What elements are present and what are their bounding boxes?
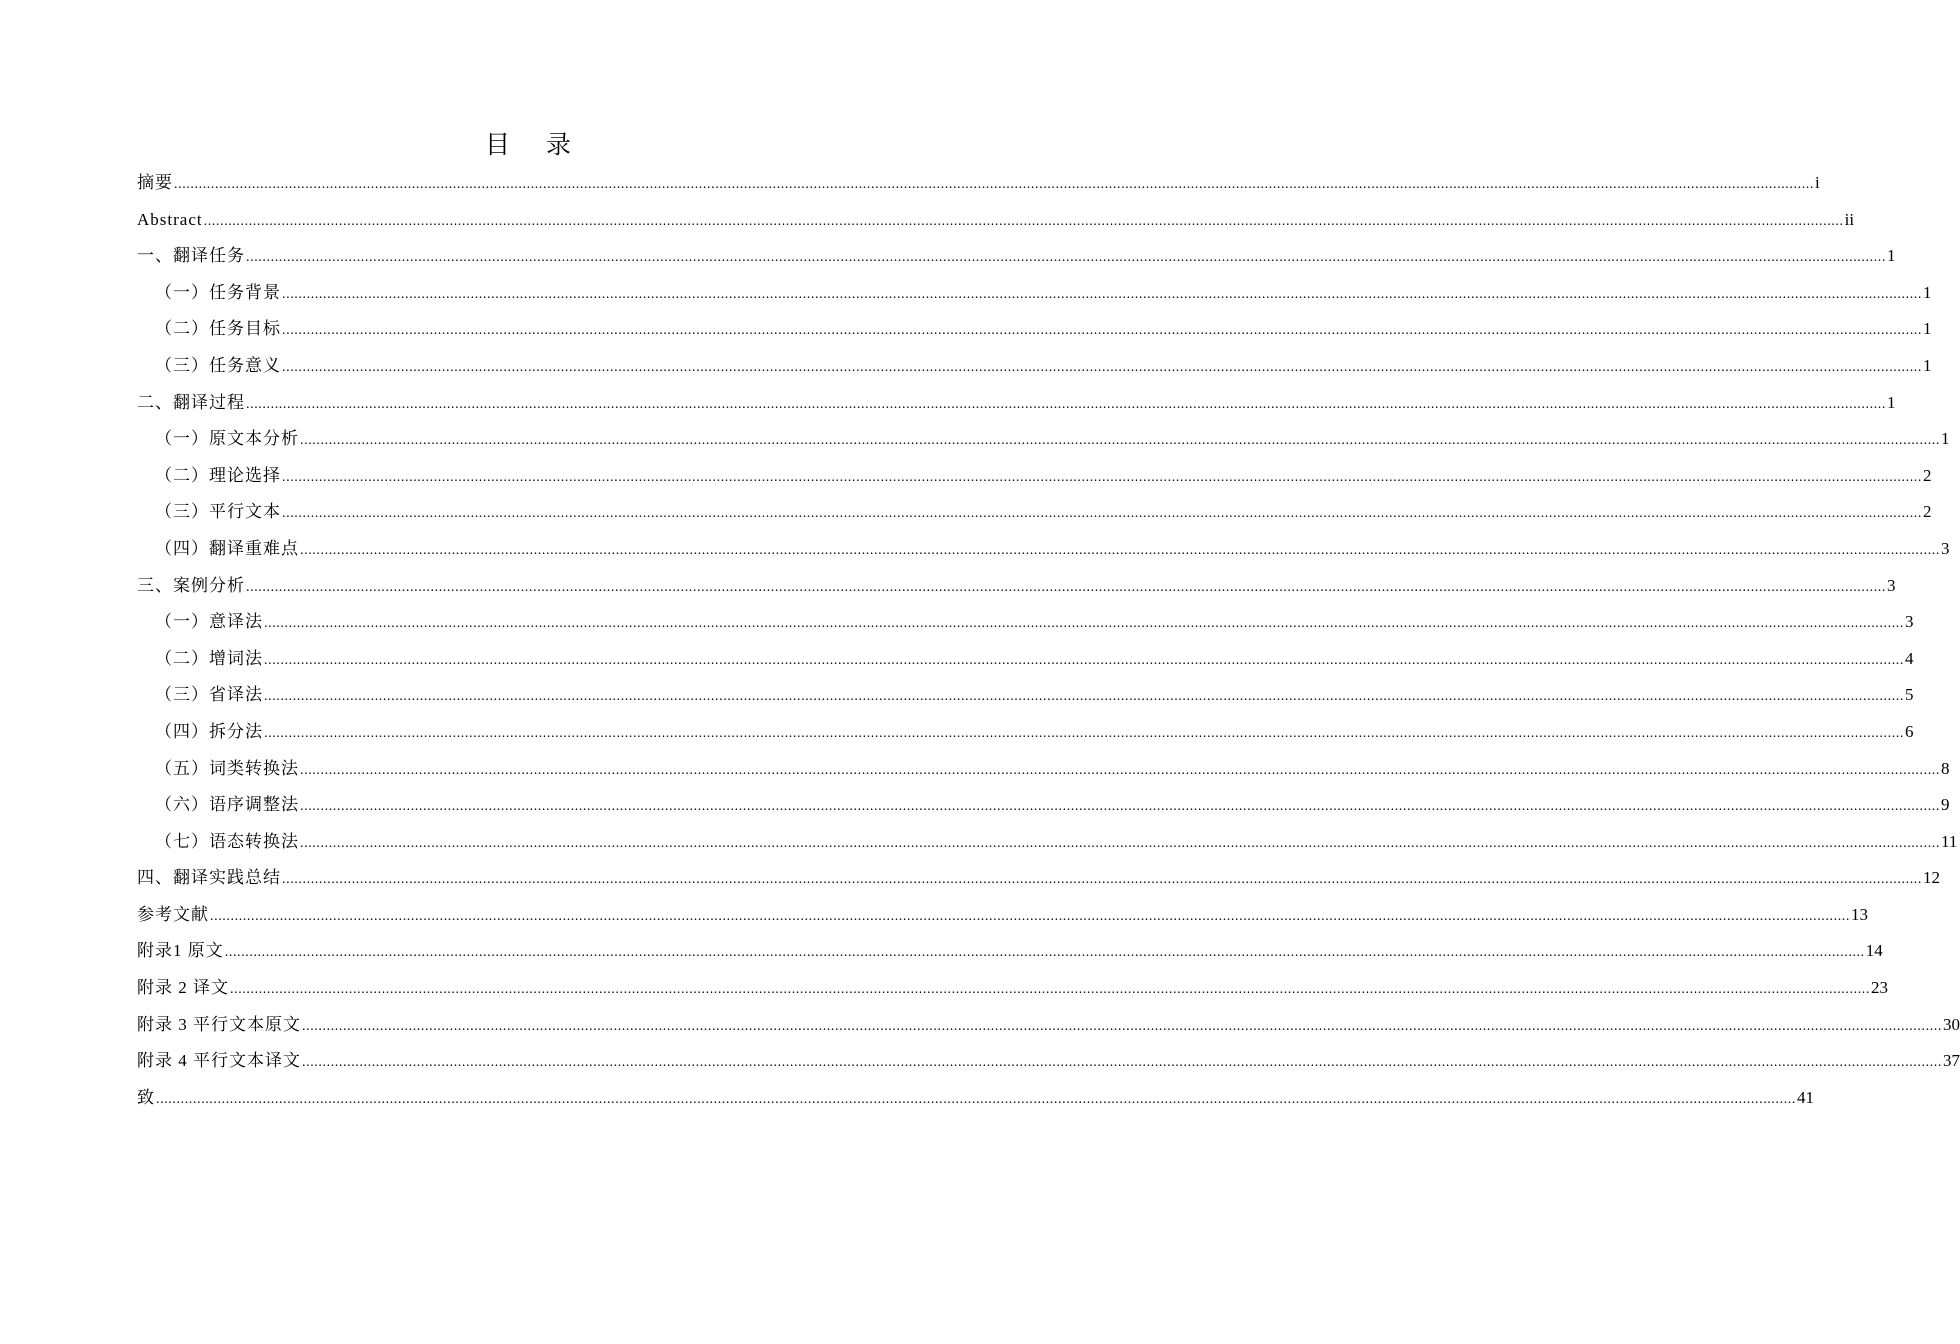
toc-entry[interactable] xyxy=(137,933,1883,970)
toc-entry[interactable] xyxy=(137,897,1868,934)
toc-page-number: 1 xyxy=(1941,429,1950,449)
toc-page-number: 11 xyxy=(1941,831,1958,851)
toc-entry[interactable] xyxy=(137,1043,1960,1080)
toc-entry[interactable] xyxy=(137,568,1896,605)
toc-entry-label: 致 xyxy=(137,1087,155,1107)
toc-page-number: 23 xyxy=(1871,978,1888,998)
toc-entry[interactable] xyxy=(137,348,1932,385)
toc-dot-leader: ................................................................................................................................................................................................................................................................................................................................................................................................................ xyxy=(300,433,1940,449)
toc-entry-label: （三）省译法 xyxy=(155,685,263,705)
toc-page-number: i xyxy=(1815,173,1820,192)
toc-entry-label: （一）任务背景 xyxy=(155,282,281,302)
toc-entry-label: （三）平行文本 xyxy=(155,502,281,522)
toc-entry[interactable] xyxy=(137,860,1940,897)
toc-page-number: 3 xyxy=(1887,575,1896,595)
toc-entry[interactable] xyxy=(137,202,1855,239)
toc-entry[interactable] xyxy=(137,824,1958,861)
toc-dot-leader: ................................................................................................................................................................................................................................................................................................................................................................................................................ xyxy=(300,799,1940,815)
toc-dot-leader: ................................................................................................................................................................................................................................................................................................................................................................................................................ xyxy=(282,286,1922,302)
toc-dot-leader: ................................................................................................................................................................................................................................................................................................................................................................................................................ xyxy=(203,213,1844,229)
toc-page-number: ii xyxy=(1844,209,1855,229)
toc-entry-label: 附录 3 平行文本原文 xyxy=(137,1014,301,1034)
toc-dot-leader: ................................................................................................................................................................................................................................................................................................................................................................................................................ xyxy=(224,945,1865,961)
toc-page-number: 1 xyxy=(1887,246,1896,266)
toc-page-number: 6 xyxy=(1905,721,1914,741)
toc-entry-label: 附录 2 译文 xyxy=(137,978,229,998)
toc-entry-label: 参考文献 xyxy=(137,904,209,924)
toc-entry[interactable] xyxy=(137,641,1914,678)
toc-dot-leader: ................................................................................................................................................................................................................................................................................................................................................................................................................ xyxy=(282,872,1922,888)
toc-entry[interactable] xyxy=(137,275,1932,312)
toc-page-number: 37 xyxy=(1943,1051,1960,1071)
toc-page-number: 41 xyxy=(1797,1087,1814,1107)
toc-entry[interactable] xyxy=(137,311,1932,348)
toc-entry[interactable] xyxy=(137,421,1950,458)
toc-entry[interactable] xyxy=(137,1007,1960,1044)
toc-entry-label: （三）任务意义 xyxy=(155,355,281,375)
toc-entry-label: （四）拆分法 xyxy=(155,721,263,741)
toc-entry-label: 三、案例分析 xyxy=(137,575,245,595)
toc-entry-label: 一、翻译任务 xyxy=(137,246,245,266)
toc-entry-label: 摘要 xyxy=(137,173,173,192)
toc-entry-label: （五）词类转换法 xyxy=(155,758,299,778)
toc-title: 目 录 xyxy=(485,130,585,159)
toc-entry[interactable] xyxy=(137,494,1932,531)
toc-entry[interactable] xyxy=(137,1080,1814,1117)
toc-entry-label: （七）语态转换法 xyxy=(155,831,299,851)
toc-entry[interactable] xyxy=(137,677,1914,714)
toc-list xyxy=(137,165,1960,1116)
toc-dot-leader: ................................................................................................................................................................................................................................................................................................................................................................................................................ xyxy=(156,1091,1796,1107)
toc-dot-leader: ................................................................................................................................................................................................................................................................................................................................................................................................................ xyxy=(282,506,1922,522)
toc-page-number: 1 xyxy=(1887,392,1896,412)
toc-dot-leader: ................................................................................................................................................................................................................................................................................................................................................................................................................ xyxy=(282,359,1922,375)
toc-entry-label: （二）任务目标 xyxy=(155,319,281,339)
toc-dot-leader: ................................................................................................................................................................................................................................................................................................................................................................................................................ xyxy=(174,177,1814,192)
toc-entry[interactable] xyxy=(137,714,1914,751)
toc-page-number: 1 xyxy=(1923,319,1932,339)
toc-dot-leader: ................................................................................................................................................................................................................................................................................................................................................................................................................ xyxy=(264,725,1904,741)
toc-page-number: 14 xyxy=(1865,941,1883,961)
toc-entry-label: （一）原文本分析 xyxy=(155,429,299,449)
toc-page-number: 8 xyxy=(1941,758,1950,778)
toc-page-number: 1 xyxy=(1923,355,1932,375)
toc-page-number: 4 xyxy=(1905,648,1914,668)
toc-dot-leader: ................................................................................................................................................................................................................................................................................................................................................................................................................ xyxy=(246,579,1886,595)
toc-entry[interactable] xyxy=(137,385,1896,422)
toc-dot-leader: ................................................................................................................................................................................................................................................................................................................................................................................................................ xyxy=(302,1018,1942,1034)
toc-dot-leader: ................................................................................................................................................................................................................................................................................................................................................................................................................ xyxy=(264,689,1904,705)
toc-entry-label: （一）意译法 xyxy=(155,612,263,632)
toc-page-number: 3 xyxy=(1905,612,1914,632)
toc-page-number: 9 xyxy=(1941,795,1950,815)
toc-dot-leader: ................................................................................................................................................................................................................................................................................................................................................................................................................ xyxy=(300,542,1940,558)
toc-page-number: 30 xyxy=(1943,1014,1960,1034)
toc-dot-leader: ................................................................................................................................................................................................................................................................................................................................................................................................................ xyxy=(302,1055,1942,1071)
toc-page-number: 5 xyxy=(1905,685,1914,705)
toc-entry-label: （四）翻译重难点 xyxy=(155,538,299,558)
toc-entry[interactable] xyxy=(137,165,1820,202)
toc-dot-leader: ................................................................................................................................................................................................................................................................................................................................................................................................................ xyxy=(230,982,1870,998)
toc-entry[interactable] xyxy=(137,604,1914,641)
toc-entry-label: 附录1 原文 xyxy=(137,941,224,961)
toc-entry-label: 四、翻译实践总结 xyxy=(137,868,281,888)
toc-page-number: 2 xyxy=(1923,502,1932,522)
toc-entry-label: 二、翻译过程 xyxy=(137,392,245,412)
toc-page-number: 1 xyxy=(1923,282,1932,302)
toc-dot-leader: ................................................................................................................................................................................................................................................................................................................................................................................................................ xyxy=(210,908,1850,924)
toc-page-number: 12 xyxy=(1923,868,1940,888)
toc-dot-leader: ................................................................................................................................................................................................................................................................................................................................................................................................................ xyxy=(264,616,1904,632)
toc-dot-leader: ................................................................................................................................................................................................................................................................................................................................................................................................................ xyxy=(246,250,1886,266)
toc-dot-leader: ................................................................................................................................................................................................................................................................................................................................................................................................................ xyxy=(300,762,1940,778)
toc-page-number: 13 xyxy=(1851,904,1868,924)
toc-entry[interactable] xyxy=(137,751,1950,788)
toc-entry[interactable] xyxy=(137,531,1950,568)
toc-dot-leader: ................................................................................................................................................................................................................................................................................................................................................................................................................ xyxy=(300,835,1940,851)
toc-dot-leader: ................................................................................................................................................................................................................................................................................................................................................................................................................ xyxy=(282,469,1922,485)
toc-entry-label: （二）增词法 xyxy=(155,648,263,668)
toc-entry-label: 附录 4 平行文本译文 xyxy=(137,1051,301,1071)
toc-dot-leader: ................................................................................................................................................................................................................................................................................................................................................................................................................ xyxy=(246,396,1886,412)
toc-dot-leader: ................................................................................................................................................................................................................................................................................................................................................................................................................ xyxy=(264,652,1904,668)
toc-entry[interactable] xyxy=(137,970,1888,1007)
toc-entry-label: （二）理论选择 xyxy=(155,465,281,485)
toc-entry[interactable] xyxy=(137,458,1932,495)
toc-entry-label: Abstract xyxy=(137,209,203,229)
toc-entry[interactable] xyxy=(137,238,1896,275)
toc-entry-label: （六）语序调整法 xyxy=(155,795,299,815)
toc-entry[interactable] xyxy=(137,787,1950,824)
toc-page-number: 2 xyxy=(1923,465,1932,485)
toc-page-number: 3 xyxy=(1941,538,1950,558)
toc-dot-leader: ................................................................................................................................................................................................................................................................................................................................................................................................................ xyxy=(282,323,1922,339)
